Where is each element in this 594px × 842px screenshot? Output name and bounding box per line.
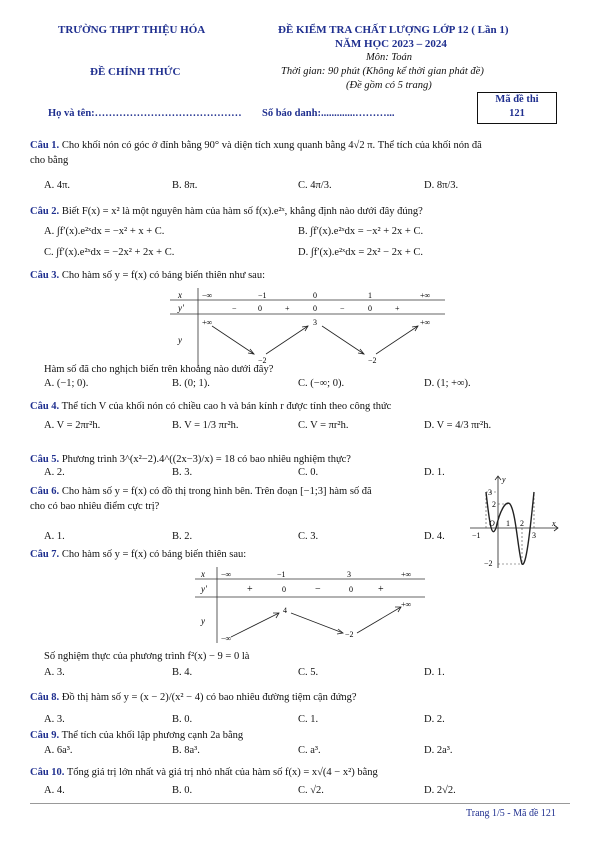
x-val: −1 xyxy=(277,570,286,579)
exam-time: Thời gian: 90 phút (Không kể thời gian phát đề) xyxy=(281,66,484,77)
option-b[interactable]: B. 8π. xyxy=(172,180,198,191)
option-b[interactable]: B. V = 1/3 πr²h. xyxy=(172,420,239,431)
option-c[interactable]: C. 4π/3. xyxy=(298,180,332,191)
official-label: ĐỀ CHÍNH THỨC xyxy=(90,66,181,78)
option-b[interactable]: B. 8a³. xyxy=(172,745,200,756)
option-a[interactable]: A. 1. xyxy=(44,531,65,542)
option-b[interactable]: B. 4. xyxy=(172,667,193,678)
x-val: 3 xyxy=(347,570,351,579)
option-b[interactable]: B. (0; 1). xyxy=(172,378,210,389)
question-text: Phương trình 3^(x²−2).4^((2x−3)/x) = 18 có bao nhiêu nghiệm thực? xyxy=(61,454,351,465)
option-c[interactable]: C. 3. xyxy=(298,531,319,542)
page-footer: Trang 1/5 - Mã đề 121 xyxy=(466,808,556,819)
option-a[interactable]: A. 2. xyxy=(44,467,65,478)
option-d[interactable]: D. 1. xyxy=(424,467,445,478)
x-val: +∞ xyxy=(420,291,431,300)
question-number: Câu 9. xyxy=(30,730,60,741)
sign: − xyxy=(232,304,237,313)
x-val: −1 xyxy=(258,291,267,300)
option-b[interactable]: B. 0. xyxy=(172,785,193,796)
question-9 xyxy=(30,728,570,743)
exam-title: ĐỀ KIỂM TRA CHẤT LƯỢNG LỚP 12 ( Lần 1) xyxy=(278,24,509,36)
x-val: +∞ xyxy=(401,570,412,579)
question-text: Cho hàm số y = f(x) có bảng biến thiên như sau: xyxy=(61,270,266,281)
option-d[interactable]: D. (1; +∞). xyxy=(424,378,471,389)
option-b[interactable]: B. 0. xyxy=(172,714,193,725)
x-val: 1 xyxy=(368,291,372,300)
graph-label: −2 xyxy=(484,559,493,568)
graph-label: −1 xyxy=(472,531,481,540)
sign: + xyxy=(378,584,384,595)
option-b[interactable]: B. ∫f′(x).e²ˣdx = −x² + 2x + C. xyxy=(298,226,424,237)
graph-label: O xyxy=(489,519,495,528)
exam-year: NĂM HỌC 2023 – 2024 xyxy=(335,38,447,50)
question-1 xyxy=(30,138,570,168)
question-text-cont: cho bằng xyxy=(30,155,69,166)
option-a[interactable]: A. V = 2πr²h. xyxy=(44,420,101,431)
question-7-prompt xyxy=(30,649,570,664)
question-number: Câu 6. xyxy=(30,486,60,497)
option-d[interactable]: D. 4. xyxy=(424,531,445,542)
sign: + xyxy=(247,584,253,595)
id-label: Số báo danh:.............………... xyxy=(262,108,395,119)
question-number: Câu 4. xyxy=(30,401,60,412)
question-text-cont: Số nghiệm thực của phương trình f²(x) − 9 = 0 là xyxy=(44,651,250,662)
option-d[interactable]: D. 1. xyxy=(424,667,445,678)
question-4 xyxy=(30,399,570,414)
option-a[interactable]: A. 4. xyxy=(44,785,65,796)
option-a[interactable]: A. ∫f′(x).e²ˣdx = −x² + x + C. xyxy=(44,226,165,237)
option-d[interactable]: D. V = 4/3 πr²h. xyxy=(424,420,492,431)
question-7 xyxy=(30,547,570,562)
option-a[interactable]: A. 4π. xyxy=(44,180,71,191)
question-number: Câu 2. xyxy=(30,206,60,217)
exam-code-label: Mã đề thi xyxy=(495,94,539,105)
y-val: −2 xyxy=(345,630,354,639)
footer-divider xyxy=(30,803,570,804)
name-label: Họ và tên:…………………………………… xyxy=(48,108,242,119)
option-c[interactable]: C. (−∞; 0). xyxy=(298,378,345,389)
school-name: TRƯỜNG THPT THIỆU HÓA xyxy=(58,24,206,36)
sign: + xyxy=(285,304,290,313)
exam-code-value: 121 xyxy=(509,108,525,119)
x-val: −∞ xyxy=(221,570,232,579)
graph-label: 1 xyxy=(506,519,510,528)
question-text: Cho hàm số y = f(x) có bảng biến thiên sau: xyxy=(61,549,247,560)
x-label: x xyxy=(201,569,205,579)
y-val: 4 xyxy=(283,606,287,615)
sign: − xyxy=(340,304,345,313)
question-number: Câu 8. xyxy=(30,692,60,703)
option-a[interactable]: A. 3. xyxy=(44,714,65,725)
question-text: Cho hàm số y = f(x) có đồ thị trong hình bên. Trên đoạn [−1;3] hàm số đã xyxy=(61,486,372,497)
question-number: Câu 10. xyxy=(30,767,65,778)
sign: + xyxy=(395,304,400,313)
question-3-prompt xyxy=(30,362,570,377)
question-text-cont: Hàm số đã cho nghịch biến trên khoảng nào dưới đây? xyxy=(44,364,274,375)
x-label: x xyxy=(178,290,182,300)
graph-label: 3 xyxy=(532,531,536,540)
graph-label: y xyxy=(502,475,506,484)
option-c[interactable]: C. 0. xyxy=(298,467,319,478)
yprime-label: y′ xyxy=(178,303,184,313)
y-val: +∞ xyxy=(202,318,213,327)
y-label: y xyxy=(201,616,205,626)
sign: 0 xyxy=(349,585,353,594)
option-c[interactable]: C. √2. xyxy=(298,785,324,796)
yprime-label: y′ xyxy=(201,584,207,594)
x-val: 0 xyxy=(313,291,317,300)
y-val: +∞ xyxy=(420,318,431,327)
option-d[interactable]: D. 2√2. xyxy=(424,785,456,796)
y-val: −∞ xyxy=(221,634,232,643)
question-number: Câu 1. xyxy=(30,140,60,151)
question-text: Thể tích V của khối nón có chiều cao h và bán kính r được tính theo công thức xyxy=(61,401,392,412)
exam-subject: Môn: Toán xyxy=(366,52,412,63)
option-b[interactable]: B. 2. xyxy=(172,531,193,542)
option-d[interactable]: D. 2. xyxy=(424,714,445,725)
question-text: Tổng giá trị lớn nhất và giá trị nhỏ nhất của hàm số f(x) = x√(4 − x²) bằng xyxy=(66,767,378,778)
question-text-cont: cho có bao nhiêu điểm cực trị? xyxy=(30,501,160,512)
option-c[interactable]: C. 5. xyxy=(298,667,319,678)
option-d[interactable]: D. 2a³. xyxy=(424,745,453,756)
question-number: Câu 5. xyxy=(30,454,60,465)
graph-label: x xyxy=(552,519,556,528)
question-2 xyxy=(30,204,570,219)
option-a[interactable]: A. (−1; 0). xyxy=(44,378,89,389)
y-label: y xyxy=(178,335,182,345)
option-c[interactable]: C. ∫f′(x).e²ˣdx = −2x² + 2x + C. xyxy=(44,247,175,258)
sign: 0 xyxy=(258,304,262,313)
option-b[interactable]: B. 3. xyxy=(172,467,193,478)
graph-label: 2 xyxy=(520,519,524,528)
question-10 xyxy=(30,765,570,780)
y-val: −2 xyxy=(258,356,267,365)
x-val: −∞ xyxy=(202,291,213,300)
option-d[interactable]: D. ∫f′(x).e²ˣdx = 2x² − 2x + C. xyxy=(298,247,424,258)
y-val: 3 xyxy=(313,318,317,327)
exam-pages: (Đề gồm có 5 trang) xyxy=(346,80,432,91)
question-3 xyxy=(30,268,570,283)
question-text: Thể tích của khối lập phương cạnh 2a bằng xyxy=(61,730,244,741)
exam-code-box xyxy=(477,92,557,124)
option-a[interactable]: A. 6a³. xyxy=(44,745,73,756)
question-number: Câu 7. xyxy=(30,549,60,560)
question-number: Câu 3. xyxy=(30,270,60,281)
sign: 0 xyxy=(313,304,317,313)
question-text: Đồ thị hàm số y = (x − 2)/(x² − 4) có bao nhiêu đường tiệm cận đứng? xyxy=(61,692,357,703)
question-6 xyxy=(30,484,470,514)
sign: 0 xyxy=(368,304,372,313)
option-c[interactable]: C. 1. xyxy=(298,714,319,725)
sign: − xyxy=(315,584,321,595)
option-c[interactable]: C. a³. xyxy=(298,745,321,756)
question-text: Cho khối nón có góc ở đỉnh bằng 90° và diện tích xung quanh bằng 4√2 π. Thể tích của khối nón đã xyxy=(61,140,482,151)
graph-label: 2 xyxy=(492,500,496,509)
variation-table-q3 xyxy=(170,288,445,368)
graph-label: 3 xyxy=(488,488,492,497)
option-a[interactable]: A. 3. xyxy=(44,667,65,678)
question-text: Biết F(x) = x² là một nguyên hàm của hàm số f(x).e²ˣ, khẳng định nào dưới đây đúng? xyxy=(61,206,423,217)
question-8 xyxy=(30,690,570,705)
question-5 xyxy=(30,452,570,467)
variation-table-q7 xyxy=(195,567,425,643)
option-c[interactable]: C. V = πr²h. xyxy=(298,420,349,431)
sign: 0 xyxy=(282,585,286,594)
y-val: −2 xyxy=(368,356,377,365)
y-val: +∞ xyxy=(401,600,412,609)
option-d[interactable]: D. 8π/3. xyxy=(424,180,459,191)
